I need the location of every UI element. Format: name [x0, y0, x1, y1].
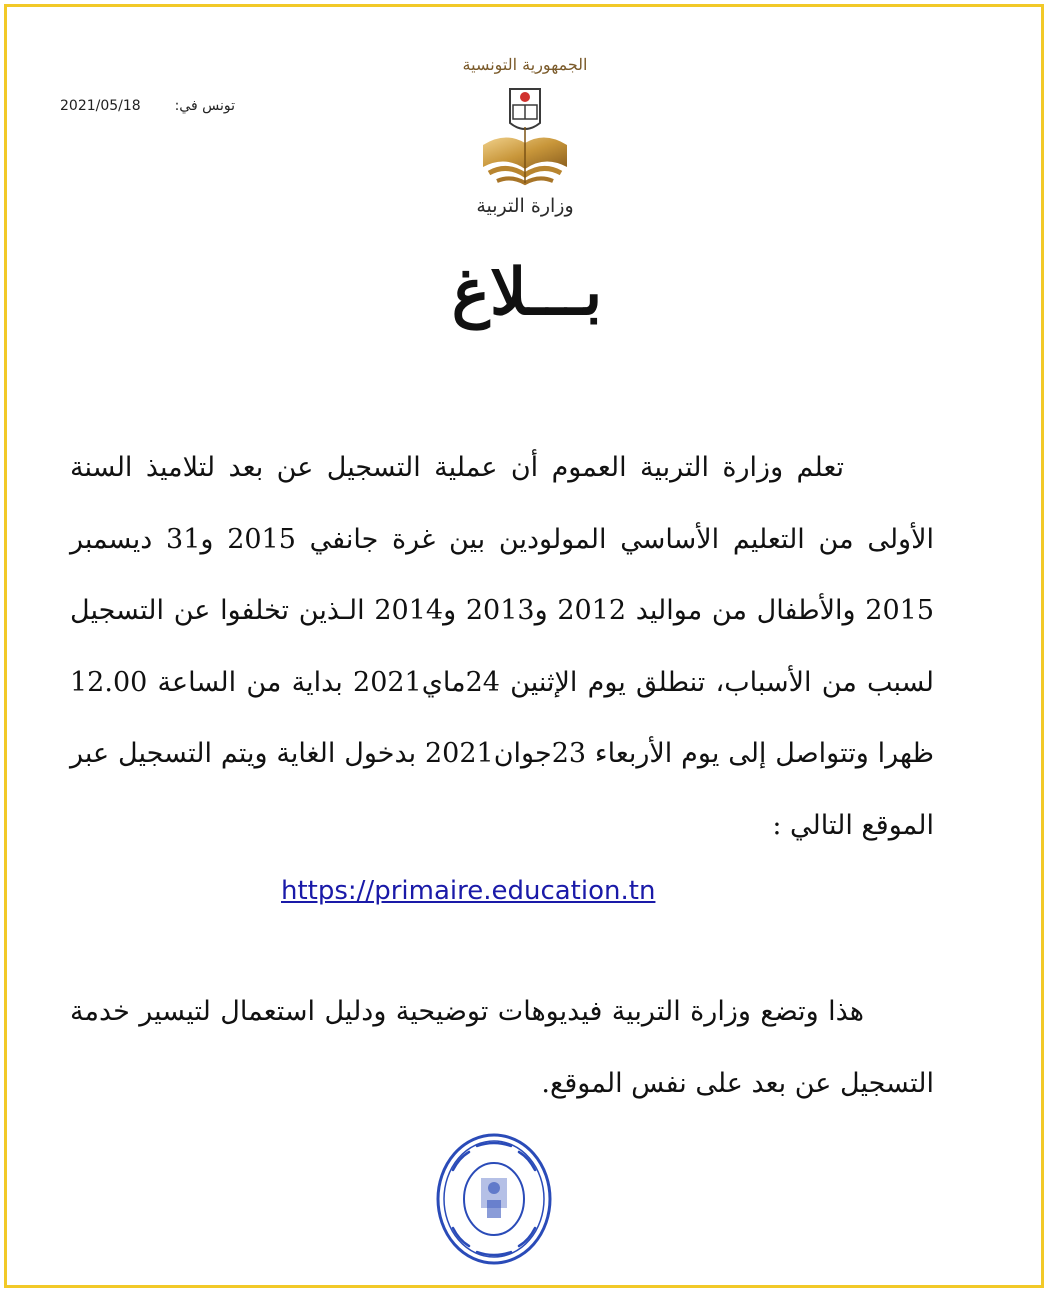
ministry-emblem-icon [475, 83, 575, 193]
paragraph-2: هذا وتضع وزارة التربية فيديوهات توضيحية ودليل استعمال لتيسير خدمة التسجيل عن بعد على نفس الموقع. [70, 996, 934, 1099]
republic-name: الجمهورية التونسية [462, 55, 588, 74]
announcement-title: بـــلاغ [451, 255, 603, 330]
paragraph-1: تعلم وزارة التربية العموم أن عملية التسجيل عن بعد لتلاميذ السنة الأولى من التعليم الأساسي المولودين بين غرة جانفي 2015 و31 ديسمبر 2015 والأطفال من مواليد 2012 و2013 و2014 الـذين تخلفوا عن التسجيل لسبب من الأسباب، تنطلق يوم الإثنين 24ماي2021 بداية من الساعة 12.00 ظهرا وتتواصل إلى يوم الأربعاء 23جوان2021 بدخول الغاية ويتم التسجيل عبر الموقع التالي : [70, 452, 934, 841]
date-line [60, 94, 235, 118]
announcement-body-2 [70, 976, 934, 1119]
registration-link[interactable]: https://primaire.education.tn [281, 876, 656, 906]
official-stamp-icon [433, 1130, 555, 1268]
announcement-body [70, 432, 934, 861]
ministry-emblem [455, 55, 595, 235]
date-value: 2021/05/18 [60, 98, 141, 114]
ministry-name: وزارة التربية [476, 195, 574, 217]
date-prefix: تونس في: [174, 98, 235, 114]
